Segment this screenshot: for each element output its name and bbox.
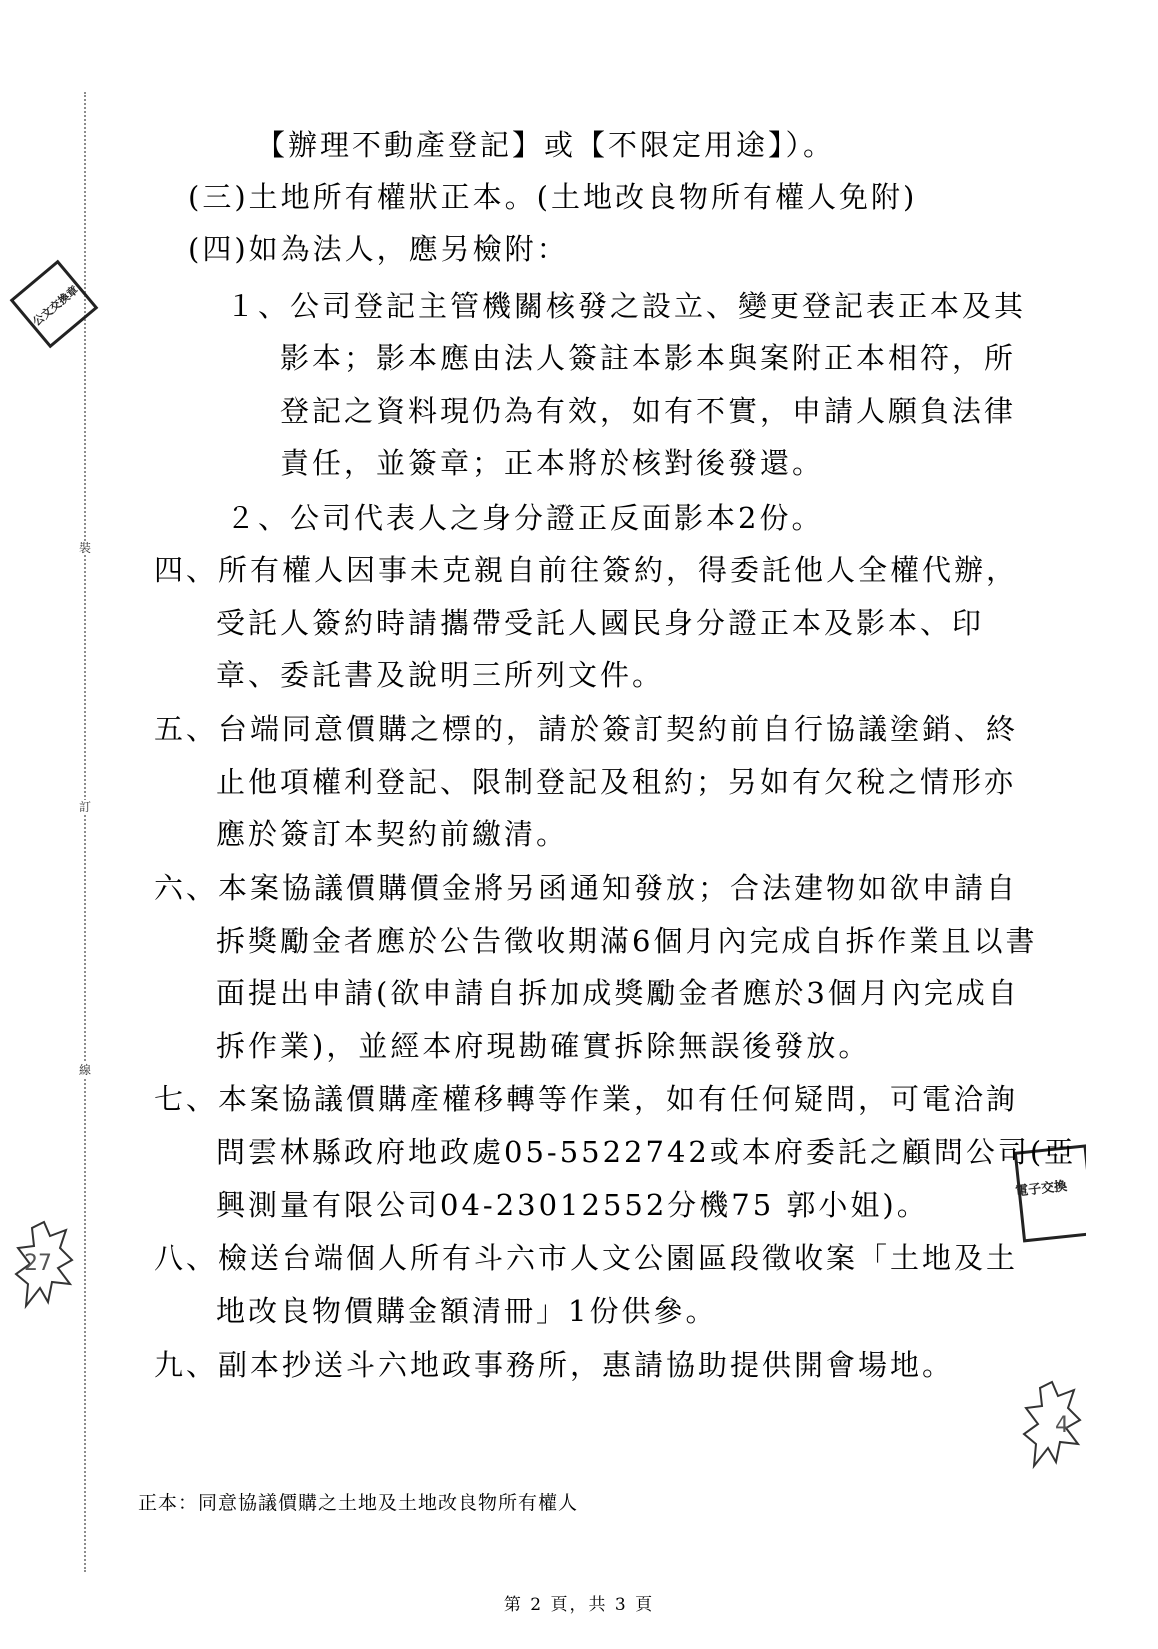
text-line: (四)如為法人，應另檢附： <box>188 232 569 266</box>
text-line: １、公司登記主管機關核發之設立、變更登記表正本及其 <box>226 289 1027 323</box>
text-line: 應於簽訂本契約前繳清。 <box>216 817 569 851</box>
text-line: 責任，並簽章；正本將於核對後發還。 <box>280 446 825 480</box>
left-rosette-number: 27 <box>24 1251 52 1276</box>
text-line: 拆獎勵金者應於公告徵收期滿6個月內完成自拆作業且以書 <box>216 924 1038 958</box>
text-line: 六、本案協議價購價金將另函通知發放；合法建物如欲申請自 <box>154 871 1019 905</box>
text-line: 問雲林縣政府地政處05-5522742或本府委託之顧問公司(亞 <box>216 1135 1077 1169</box>
recipient-line: 正本：同意協議價購之土地及土地改良物所有權人 <box>138 1492 579 1514</box>
right-rosette-number: 4 <box>1055 1413 1069 1438</box>
text-line: 章、委託書及說明三所列文件。 <box>216 658 665 692</box>
binding-mark-ding: 訂 <box>76 800 94 814</box>
text-line: 拆作業)，並經本府現勘確實拆除無誤後發放。 <box>216 1029 871 1063</box>
text-line: 興測量有限公司04-23012552分機75 郭小姐)。 <box>216 1188 929 1222</box>
text-line: 影本；影本應由法人簽註本影本與案附正本相符，所 <box>280 341 1017 375</box>
left-rosette-stamp <box>14 1218 74 1318</box>
text-line: 九、副本抄送斗六地政事務所，惠請協助提供開會場地。 <box>154 1348 955 1382</box>
text-line: 【辦理不動產登記】或【不限定用途】）。 <box>256 128 836 162</box>
electronic-exchange-text: 電子交換 <box>1014 1179 1068 1200</box>
text-line: 八、檢送台端個人所有斗六市人文公園區段徵收案「土地及土 <box>154 1241 1019 1275</box>
text-line: 七、本案協議價購產權移轉等作業，如有任何疑問，可電洽詢 <box>154 1082 1019 1116</box>
page-footer: 第 2 頁，共 3 頁 <box>503 1595 655 1615</box>
receipt-seal-stamp <box>8 258 100 350</box>
text-line: 五、台端同意價購之標的，請於簽訂契約前自行協議塗銷、終 <box>154 712 1019 746</box>
text-line: 登記之資料現仍為有效，如有不實，申請人願負法律 <box>280 394 1017 428</box>
text-line: 受託人簽約時請攜帶受託人國民身分證正本及影本、印 <box>216 606 985 640</box>
right-rosette-stamp <box>1022 1378 1082 1478</box>
text-line: 面提出申請(欲申請自拆加成獎勵金者應於3個月內完成自 <box>216 976 1020 1010</box>
text-line: 四、所有權人因事未克親自前往簽約，得委託他人全權代辦， <box>154 553 1019 587</box>
text-line: 地改良物價購金額清冊」1份供參。 <box>216 1294 718 1328</box>
text-line: (三)土地所有權狀正本。(土地改良物所有權人免附) <box>188 180 918 214</box>
receipt-seal-text: 公文交換章 <box>30 283 81 329</box>
text-line: ２、公司代表人之身分證正反面影本2份。 <box>226 501 824 535</box>
binding-mark-xian: 線 <box>76 1063 94 1077</box>
binding-mark-zhuang: 裝 <box>76 541 94 555</box>
text-line: 止他項權利登記、限制登記及租約；另如有欠稅之情形亦 <box>216 765 1017 799</box>
